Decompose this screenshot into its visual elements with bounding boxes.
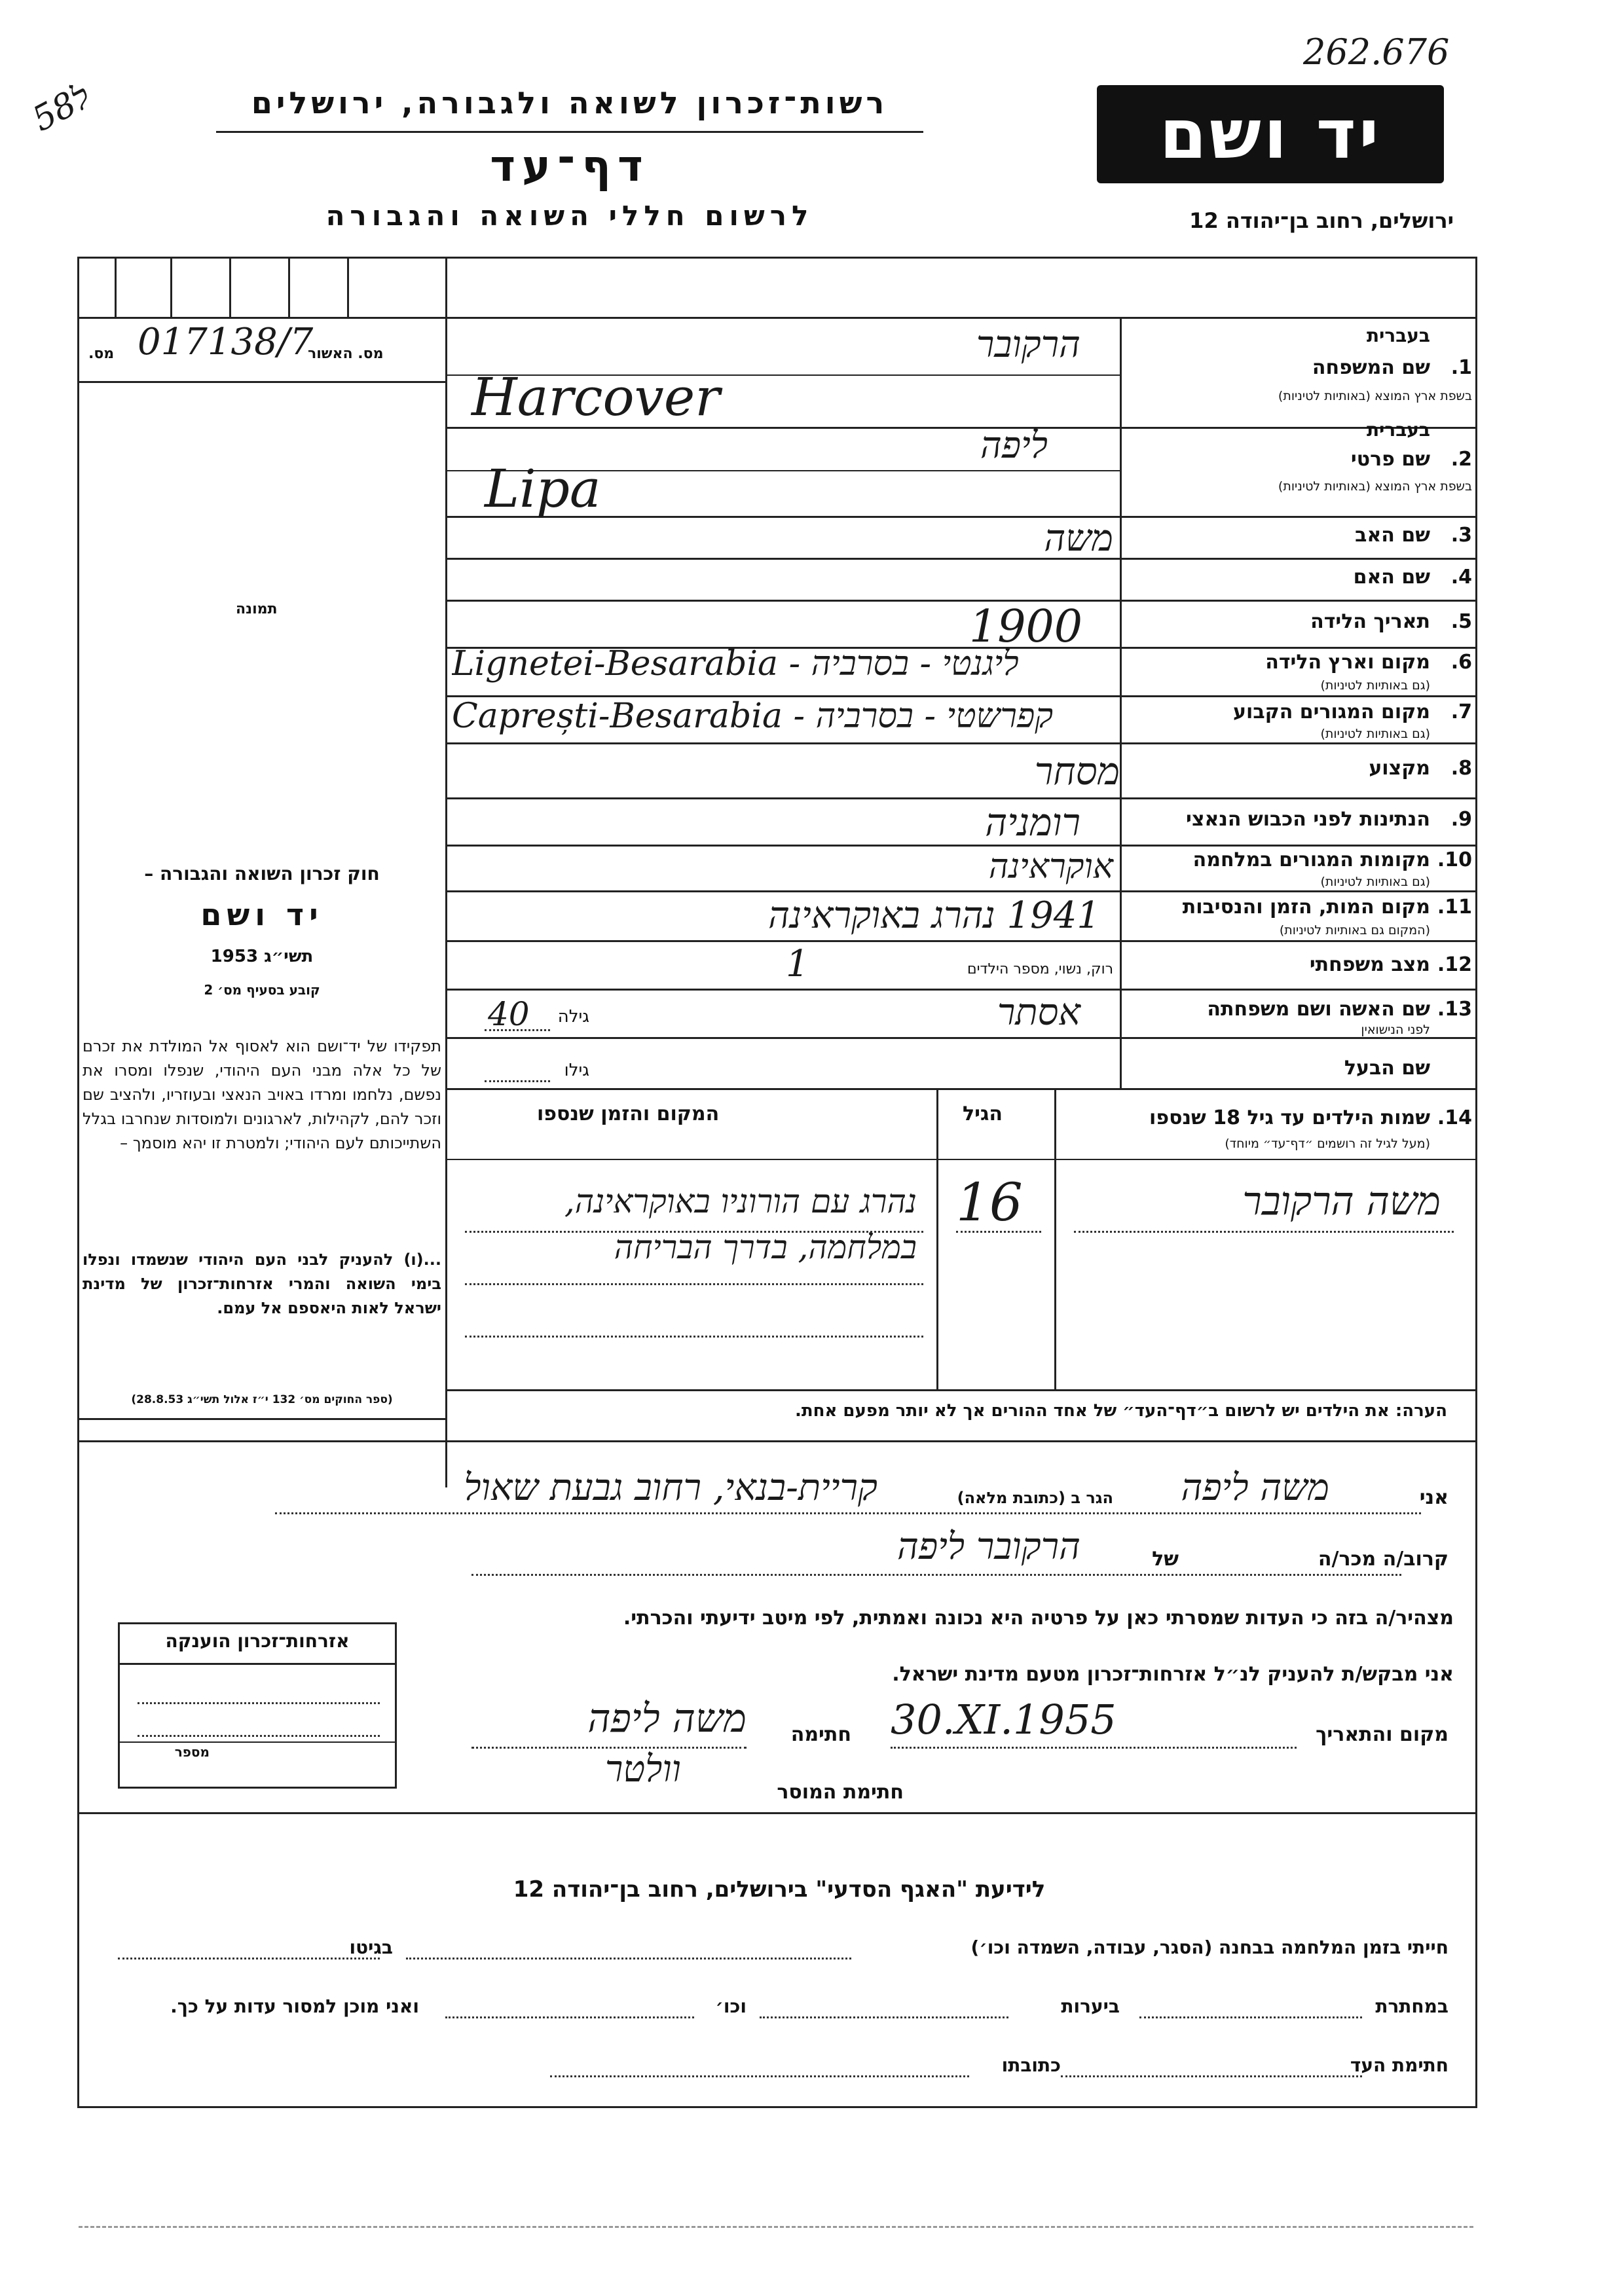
field-2-number: 2.	[1450, 448, 1472, 471]
archive-number: 262.676	[1303, 31, 1450, 73]
field-3-value: משה	[1044, 517, 1113, 560]
authority-name: רשות־זכרון לשואה ולגבורה, ירושלים	[251, 85, 889, 120]
children-note: (מעל לגיל זה רושמים ״דף־עד״ מיוחד)	[1225, 1137, 1430, 1151]
approval-number: 017138/7	[138, 321, 314, 363]
law-text: תפקידו של יד־ושם הוא לאסוף אל המולדת את זכרם של כל אלה מבני העם היהודי, שנפלו ומסרו את נפשם, נלחמו ומרדו באויב הנאצי ובעוזריו, ולהציב שם וזכר להם, לקהילות, לארגונים ולמוסדות שנחרבו בגלל השתייכותם לעם היהודי; ולמטרת זו יהא מוסמך –	[83, 1037, 441, 1152]
field-1-value-he: הרקובר	[976, 323, 1080, 366]
place-date-label: מקום והתאריך	[1316, 1723, 1449, 1746]
field-2-heb-tag: בעברית	[1366, 419, 1430, 441]
citizenship-title: אזרחות־זכרון הוענקה	[165, 1630, 350, 1652]
law-clause: קובע בסעיף מס׳ 2	[204, 982, 320, 998]
field-5-value: 1900	[969, 601, 1083, 653]
field-2-value-lat: Lipa	[485, 458, 601, 519]
declaration-truth: מצהיר/ה בזה כי העדות שמסרתי כאן על פרטיה היא נכונה ואמתית, לפי מיטב ידיעתי והכרתי.	[623, 1607, 1454, 1630]
field-12-sub: רוק, נשוי, מספר הילדים	[967, 961, 1113, 977]
field-11-value: 1941 נהרג באוקראינה	[768, 894, 1100, 937]
field-2-sub: בשפת ארץ המוצא (באותיות לטיניות)	[1278, 479, 1472, 494]
children-title: שמות הילדים עד גיל 18 שנספו	[1149, 1106, 1430, 1129]
field-5-number: 5.	[1450, 610, 1472, 633]
children-col-age: הגיל	[963, 1102, 1003, 1125]
approval-label: מס. האשור	[308, 346, 384, 362]
field-6-value: Lignetei-Besarabia - ליגנטי - בסרביה	[452, 644, 1019, 683]
declarant-name: משה ליפה	[1181, 1467, 1329, 1509]
approval-suffix: מס.	[88, 346, 115, 362]
law-reference: (ספר החוקים מס׳ 132 י״ז אלול תשי״ג 28.8.53)	[131, 1393, 393, 1406]
declarant-address: קריית-בנאי, רחוב גבעת שאול	[464, 1467, 877, 1509]
form-title: דף־עד	[490, 141, 650, 191]
photo-label: תמונה	[236, 601, 278, 617]
field-11-number: 11.	[1437, 896, 1472, 919]
signature-label: חתימה	[790, 1723, 851, 1746]
field-10-sub: (גם באותיות לטיניות)	[1320, 875, 1430, 889]
field-12-number: 12.	[1437, 953, 1472, 976]
child-age: 16	[956, 1172, 1023, 1233]
yad-vashem-logo	[1097, 85, 1444, 183]
field-12-value: 1	[786, 943, 809, 985]
footer-line1: חייתי בזמן המלחמה בבחנה (הסגר, עבודה, השמדה וכו׳)	[970, 1937, 1449, 1958]
field-9-number: 9.	[1450, 808, 1472, 831]
field-13-age-label: גילה	[557, 1007, 589, 1027]
field-10-label: מקומות המגורים במלחמה	[1192, 848, 1430, 871]
citizenship-number-label: מספר	[174, 1744, 210, 1760]
field-12-label: מצב משפחתי	[1309, 953, 1430, 976]
law-title: חוק זכרון השואה והגבורה –	[144, 863, 380, 884]
remark: הערה: את הילדים יש לרשום ב״דף־העד״ של אחד ההורים אך לא יותר מפעם אחת.	[794, 1401, 1447, 1421]
field-3-number: 3.	[1450, 524, 1472, 547]
field-8-value: מסחר	[1034, 749, 1120, 793]
field-7-sub: (גם באותיות לטיניות)	[1320, 727, 1430, 741]
field-11-sub: (המקום גם באותיות לטיניות)	[1279, 923, 1430, 938]
field-10-number: 10.	[1437, 848, 1472, 871]
field-9-value: רומניה	[985, 800, 1080, 845]
receiver-value: וולטר	[604, 1748, 681, 1791]
field-9-label: הנתינות לפני הכבוש הנאצי	[1186, 808, 1430, 831]
field-13-label: שם האשה ושם משפחתה	[1207, 998, 1430, 1021]
field-7-value: Caprești-Besarabia - קפרשטי - בסרביה	[452, 697, 1054, 736]
field-4-number: 4.	[1450, 566, 1472, 589]
relation-label: קרוב/ה מכר/ה	[1318, 1548, 1449, 1571]
field-1-label: שם המשפחה	[1312, 356, 1430, 379]
field-7-label: מקום המגורים הקבוע	[1233, 701, 1430, 723]
child-name: משה הרקובר	[1242, 1178, 1441, 1224]
declaration-request: אני מבקש/ת להעניק לנ״ל אזרחות־זכרון מטעם מדינת ישראל.	[892, 1663, 1454, 1686]
field-2-label: שם פרטי	[1350, 448, 1430, 471]
footer-ready: ואני מוכן למסור עדות על כך.	[170, 1995, 419, 2017]
field-13-value: אסתר	[997, 991, 1080, 1034]
footer-title: לידיעת "האגף הסדעי" בירושלים, רחוב בן־יהודה 12	[513, 1876, 1046, 1903]
address: ירושלים, רחוב בן־יהודה 12	[1189, 208, 1454, 233]
footer-ghetto: בגיטו	[349, 1937, 393, 1958]
footer-underground: במחתרת	[1375, 1995, 1449, 2017]
footer-forests: ביערות	[1061, 1995, 1120, 2017]
field-1-sub: בשפת ארץ המוצא (באותיות לטיניות)	[1278, 389, 1472, 403]
field-7-number: 7.	[1450, 701, 1472, 723]
form-subtitle: לרשום חללי השואה והגבורה	[325, 200, 814, 232]
field-3-label: שם האב	[1355, 524, 1430, 547]
signature-value: משה ליפה	[587, 1696, 747, 1741]
field-8-number: 8.	[1450, 757, 1472, 780]
husband-label: שם הבעל	[1344, 1057, 1430, 1080]
law-text-2: ...(ו) להעניק לבני העם היהודי שנשמדו ונפלו בימי השואה והמרי אזרחות־זכרון של מדינת ישראל לאות היאספם אל עמם.	[83, 1250, 441, 1317]
declaration-address-label: הגר ב (כתובת מלאה)	[957, 1489, 1113, 1507]
field-13-age-value: 40	[488, 995, 530, 1033]
field-13-sub: לפני הנישואין	[1361, 1023, 1430, 1037]
footer-address-label: כתובתו	[1001, 2054, 1061, 2076]
law-year: תשי״ג 1953	[210, 947, 314, 966]
field-13-number: 13.	[1437, 998, 1472, 1021]
field-10-value: אוקראינה	[988, 847, 1113, 886]
field-1-number: 1.	[1450, 356, 1472, 379]
field-6-number: 6.	[1450, 651, 1472, 674]
child-place: נהרג עם הורוניו באוקראינה, במלחמה, בדרך הבריחה	[564, 1182, 917, 1266]
field-11-label: מקום המות, הזמן והנסיבות	[1182, 896, 1430, 919]
field-2-value-he: ליפה	[980, 424, 1048, 467]
husband-age-label: גילו	[564, 1061, 589, 1080]
law-name: יד ושם	[200, 897, 323, 932]
field-4-label: שם האם	[1353, 566, 1430, 589]
field-8-label: מקצוע	[1369, 757, 1430, 780]
relation-value: הרקובר ליפה	[897, 1525, 1080, 1568]
relation-of: של	[1152, 1548, 1179, 1571]
field-6-sub: (גם באותיות לטיניות)	[1320, 678, 1430, 693]
field-1-value-lat: Harcover	[471, 367, 720, 428]
declaration-i: אני	[1419, 1486, 1449, 1509]
logo-text: יד ושם	[1159, 94, 1382, 174]
place-date-value: 30.XI.1955	[891, 1696, 1116, 1743]
children-col-place: המקום והזמן שנספו	[537, 1102, 720, 1125]
footer-witness-signature: חתימת העד	[1350, 2054, 1449, 2076]
children-number: 14.	[1437, 1106, 1472, 1129]
margin-mark: ל58	[26, 77, 98, 139]
field-1-heb-tag: בעברית	[1366, 325, 1430, 346]
field-5-label: תאריך הלידה	[1310, 610, 1430, 633]
footer-etc: וכו׳	[715, 1995, 747, 2017]
receiver-label: חתימת המוסר	[777, 1781, 904, 1804]
field-6-label: מקום וארץ הלידה	[1265, 651, 1430, 674]
